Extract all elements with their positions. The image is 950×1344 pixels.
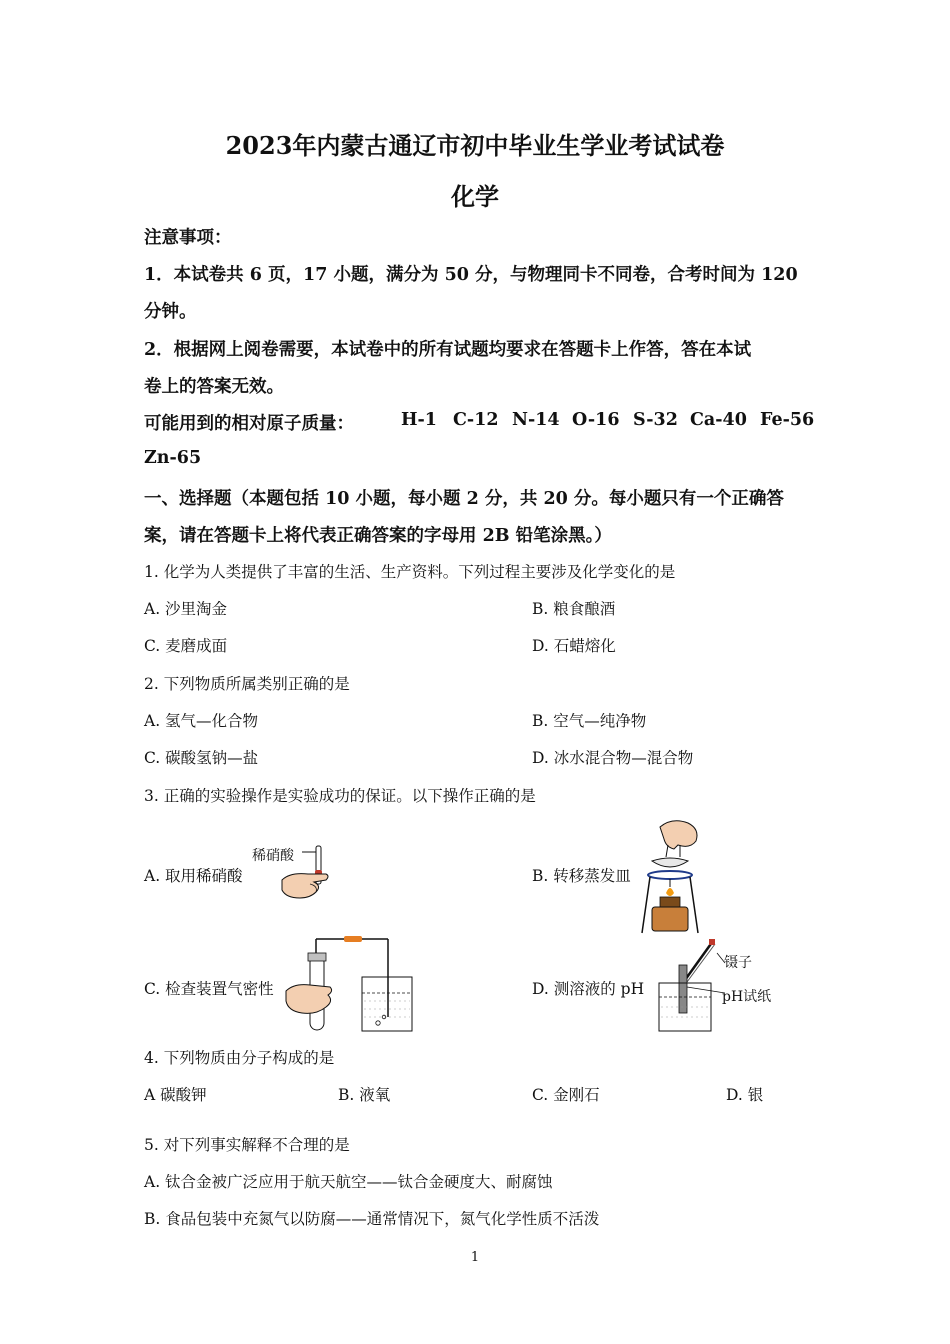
question-2-option-d: D. 冰水混合物—混合物	[532, 749, 694, 767]
figure-d-ph-test-illustration	[655, 935, 727, 1035]
question-3-stem: 3. 正确的实验操作是实验成功的保证。以下操作正确的是	[144, 787, 536, 805]
question-1-stem: 1. 化学为人类提供了丰富的生活、生产资料。下列过程主要涉及化学变化的是	[144, 563, 676, 581]
notice-heading: 注意事项：	[144, 228, 232, 248]
question-2-option-c: C. 碳酸氢钠—盐	[144, 749, 259, 767]
figure-b-evaporating-dish-illustration	[630, 815, 710, 937]
section-1-line-2: 案，请在答题卡上将代表正确答案的字母用 2B 铅笔涂黑。）	[144, 526, 612, 546]
question-1-option-c: C. 麦磨成面	[144, 637, 228, 655]
atomic-mass-ca: Ca-40	[690, 410, 747, 430]
figure-c-airtightness-illustration	[280, 935, 420, 1035]
question-5-option-a: A. 钛合金被广泛应用于航天航空——钛合金硬度大、耐腐蚀	[144, 1173, 553, 1191]
atomic-mass-n: N-14	[512, 410, 560, 430]
question-3-option-a: A. 取用稀硝酸	[144, 867, 243, 885]
question-2-option-a: A. 氢气—化合物	[144, 712, 259, 730]
section-1-line-1: 一、选择题（本题包括 10 小题，每小题 2 分，共 20 分。每小题只有一个正确答	[144, 489, 784, 509]
question-1-option-d: D. 石蜡熔化	[532, 637, 616, 655]
question-2-option-b: B. 空气—纯净物	[532, 712, 647, 730]
notice-item-1-line-1: 1．本试卷共 6 页，17 小题，满分为 50 分，与物理同卡不同卷，合考时间为 120	[144, 265, 798, 285]
figure-a-label-dilute-nitric-acid: 稀硝酸	[252, 848, 294, 864]
figure-d-label-ph-paper: pH试纸	[722, 989, 772, 1005]
atomic-mass-fe: Fe-56	[760, 410, 815, 430]
atomic-mass-label: 可能用到的相对原子质量：	[144, 414, 354, 434]
question-3-option-d: D. 测溶液的 pH	[532, 980, 645, 998]
question-4-option-c: C. 金刚石	[532, 1086, 600, 1104]
notice-item-1-line-2: 分钟。	[144, 302, 197, 322]
exam-title: 2023年内蒙古通辽市初中毕业生学业考试试卷	[225, 131, 725, 160]
atomic-mass-zn: Zn-65	[144, 448, 202, 468]
question-4-stem: 4. 下列物质由分子构成的是	[144, 1049, 335, 1067]
question-3-option-b: B. 转移蒸发皿	[532, 867, 631, 885]
page-number: 1	[470, 1250, 480, 1265]
question-4-option-b: B. 液氧	[338, 1086, 391, 1104]
atomic-mass-h: H-1	[401, 410, 437, 430]
question-1-option-a: A. 沙里淘金	[144, 600, 228, 618]
question-5-option-b: B. 食品包装中充氮气以防腐——通常情况下，氮气化学性质不活泼	[144, 1210, 600, 1228]
question-4-option-a: A 碳酸钾	[144, 1086, 207, 1104]
question-3-option-c: C. 检查装置气密性	[144, 980, 274, 998]
question-1-option-b: B. 粮食酿酒	[532, 600, 616, 618]
atomic-mass-c: C-12	[453, 410, 499, 430]
atomic-mass-s: S-32	[633, 410, 678, 430]
figure-a-dropper-illustration	[270, 840, 340, 910]
subject-title: 化学	[451, 182, 499, 211]
question-4-option-d: D. 银	[726, 1086, 764, 1104]
notice-item-2-line-2: 卷上的答案无效。	[144, 377, 284, 397]
figure-d-label-tweezers: 镊子	[724, 955, 752, 971]
question-5-stem: 5. 对下列事实解释不合理的是	[144, 1136, 350, 1154]
atomic-mass-o: O-16	[572, 410, 620, 430]
notice-item-2-line-1: 2．根据网上阅卷需要，本试卷中的所有试题均要求在答题卡上作答，答在本试	[144, 340, 752, 360]
question-2-stem: 2. 下列物质所属类别正确的是	[144, 675, 350, 693]
